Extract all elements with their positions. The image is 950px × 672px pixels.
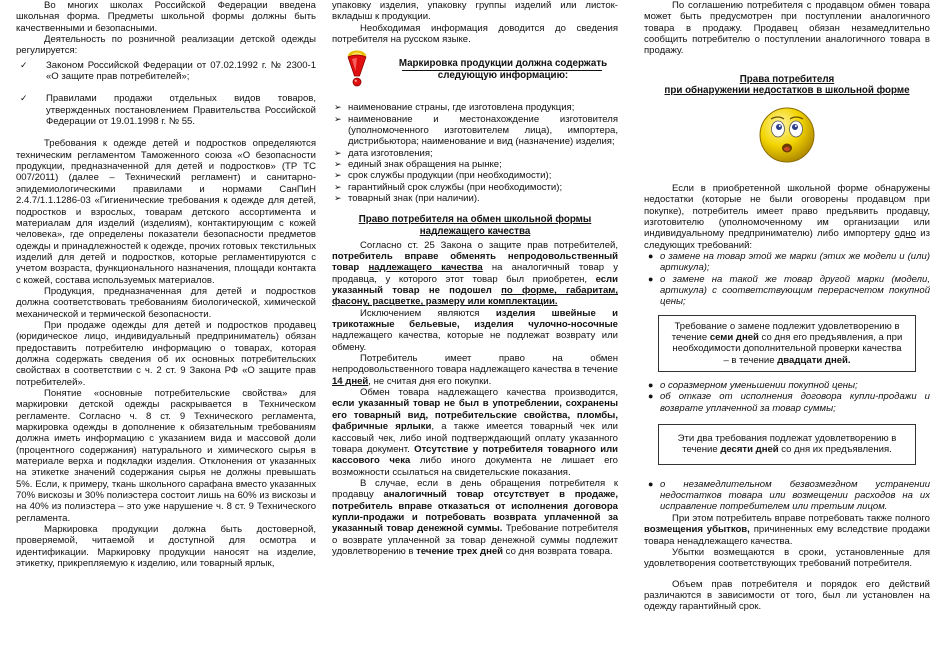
claims-list-3 xyxy=(644,479,930,513)
list-item: ➢ товарный знак (при наличии). xyxy=(334,193,480,205)
marking-section-header xyxy=(332,48,618,98)
list-item: ● о замене на такой же товар другой марки (модели, артикула) с соответствующим перерасчетом покупной цены; xyxy=(648,273,930,308)
labeling-paragraph: Маркировка продукции должна быть достоверной, проверяемой, читаемой и доступной для осмотра и идентификации. Маркировку продукции наносят на изделие, этикетку, прикрепляемую к изделию, или товарный ярлык, xyxy=(16,524,316,570)
list-item: ➢ срок службы продукции (при необходимости); xyxy=(334,170,552,182)
requirements-paragraph: Требования к одежде детей и подростков определяются техническим регламентом Таможенного союза «О безопасности продукции, предназначенной для детей и подростков» (ТР ТС 007/2011) (далее – Технический регламент) и санитарно-эпидемиологическими правилами и нормами СанПиН 2.4.7/1.1.1286-03 «Гигиенические требования к одежде для детей, подростков и взрослых, товарам детского ассортимента и материалам для изделий (изделиям), контактирующим с кожей человека», где определены показатели безопасности предметов одежды и принадлежностей к одежде, прочих готовых текстильных изделий для детей и подростков, которые регламентируются с учетом возраста, функционального назначения, площади контакта с кожей, состава используемых материалов. xyxy=(16,138,316,286)
arrow-bullet-icon: ➢ xyxy=(334,170,342,181)
bullet-icon: ● xyxy=(648,478,654,489)
packaging-paragraph: упаковку изделия, упаковку группы изделий или листок-вкладыш к продукции. xyxy=(332,0,618,23)
exception-paragraph: Исключением являются изделия швейные и трикотажные бельевые, изделия чулочно-носочные надлежащего качества, которые не подлежат возврату или обмену. xyxy=(332,307,618,353)
list-item: ➢ гарантийный срок службы (при необходимости); xyxy=(334,181,563,193)
list-item: ➢ дата изготовления; xyxy=(334,147,433,159)
bullet-icon: ● xyxy=(648,380,654,391)
warranty-paragraph: Объем прав потребителя и порядок его действий различаются в зависимости от того, был ли установлен на одежду гарантийный срок. xyxy=(644,578,930,613)
claims-list-1 xyxy=(644,251,930,308)
column-middle xyxy=(332,0,618,672)
arrow-bullet-icon: ➢ xyxy=(334,113,342,124)
check-icon: ✓ xyxy=(20,93,28,104)
defects-paragraph: Если в приобретенной школьной форме обнаружены недостатки (которые не были оговорены продавцом при покупке), потребитель имеет право предъявить продавцу, изготовителю (уполномоченному им организации или индивидуальному предпринимателю) либо импортеру одно из следующих требований: xyxy=(644,182,930,251)
refund-paragraph: В случае, если в день обращения потребителя к продавцу аналогичный товар отсутствует в продаже, потребитель вправе отказаться от исполнения договора купли-продажи и потребовать возврата уплаченной за указанный товар денежной суммы. Требование потребителя о возврате уплаченной за товар денежной суммы подлежит удовлетворению в течение трех дней со дня возврата товара. xyxy=(332,477,618,557)
rights-title-line-2: при обнаружении недостатков в школьной форме xyxy=(664,85,910,97)
damages-paragraph: При этом потребитель вправе потребовать также полного возмещения убытков, причиненных ему вследствие продажи товара ненадлежащего качества. xyxy=(644,512,930,547)
rights-title-line-1: Права потребителя xyxy=(739,73,835,85)
bullet-icon: ● xyxy=(648,273,654,284)
list-item: ➢ наименование и местонахождение изготовителя (уполномоченного изготовителем лица), импортера, дистрибьютора; наименование и вид (назначение) изделия; xyxy=(334,113,618,148)
exchange-period-paragraph: Потребитель имеет право на обмен непродовольственного товара надлежащего качества в течение 14 дней, не считая дня его покупки. xyxy=(332,353,618,387)
check-icon: ✓ xyxy=(20,59,28,70)
column-left xyxy=(16,0,316,672)
replacement-deadline-box: Требование о замене подлежит удовлетворению в течение семи дней со дня его предъявления, а при необходимости дополнительной проверки качества – в течение двадцати дней. xyxy=(658,315,916,372)
list-item: ● о незамедлительном безвозмездном устранении недостатков товара или возмещении расходов на их исправление потребителем или третьим лицом. xyxy=(648,478,930,513)
bullet-icon: ● xyxy=(648,250,654,261)
russian-language-paragraph: Необходимая информация доводится до сведения потребителя на русском языке. xyxy=(332,22,618,46)
consumer-properties-paragraph: Понятие «основные потребительские свойства» для маркировки детской одежды раскрывается в Техническом регламенте. Согласно ч. 8 ст. 9 Технического регламента, маркировка одежды в дополнение к обязательным требованиям должна иметь информацию с указанием вида и массовой доли (процентного содержания) натурального и химического сырья в материале верха и подкладки изделия. Отклонения от указанных на этикетке значений содержания сырья не должны превышать 5%. Если, к примеру, ткань школьного сарафана вместо указанных 70% вискозы и 30% полиэстера состоит лишь на 60% из вискозы и на 40% из полиэстера – это уже нарушение ч. 8 ст. 9 Технического регламента. xyxy=(16,388,316,524)
safety-paragraph: Продукция, предназначенная для детей и подростков должна соответствовать требованиям биологической, химической механической и термической безопасности. xyxy=(16,285,316,320)
list-item: ● об отказе от исполнения договора купли-продажи и возврате уплаченной за товар суммы; xyxy=(648,391,930,414)
exchange-paragraph: Согласно ст. 25 Закона о защите прав потребителей, потребитель вправе обменять непродовольственный товар надлежащего качества на аналогичный товар у продавца, у которого этот товар был приобретен, если указанный товар не подошел по форме, габаритам, фасону, расцветке, размеру или комплектации. xyxy=(332,239,618,308)
list-item: ➢ единый знак обращения на рынке; xyxy=(334,159,502,171)
marking-list xyxy=(332,102,618,204)
list-item: ● о замене на товар этой же марки (этих же модели и (или) артикула); xyxy=(648,250,930,274)
ten-days-box: Эти два требования подлежат удовлетворению в течение десяти дней со дня их предъявления. xyxy=(658,424,916,465)
arrow-bullet-icon: ➢ xyxy=(334,147,342,158)
damages-deadline-paragraph: Убытки возмещаются в сроки, установленные для удовлетворения соответствующих требований потребителя. xyxy=(644,546,930,570)
marking-title: Маркировка продукции должна содержать следующую информацию: xyxy=(398,58,608,81)
arrow-bullet-icon: ➢ xyxy=(334,193,342,204)
intro-paragraph: Во многих школах Российской Федерации введена школьная форма. Предметы школьной формы должны быть качественными и безопасными. xyxy=(16,0,316,34)
list-item: ✓ Правилами продажи отдельных видов товаров, утвержденных постановлением Правительства Российской Федерации от 19.01.1998 г. № 55. xyxy=(20,93,316,128)
exclamation-icon xyxy=(342,50,372,88)
exchange-conditions-paragraph: Обмен товара надлежащего качества производится, если указанный товар не был в употреблении, сохранены его товарный вид, потребительские свойства, пломбы, фабричные ярлыки, а также имеется товарный чек или кассовый чек, либо иной подтверждающий оплату указанного товара документ. Отсутствие у потребителя товарного или кассового чека либо иного документа не лишает его возможности ссылаться на свидетельские показания. xyxy=(332,387,618,478)
list-item: ● о соразмерном уменьшении покупной цены; xyxy=(648,380,858,392)
agreement-paragraph: По соглашению потребителя с продавцом обмен товара может быть предусмотрен при поступлении аналогичного товара в продажу. Продавец обязан незамедлительно сообщить потребителю о поступлении аналогичного товара в продажу. xyxy=(644,0,930,57)
arrow-bullet-icon: ➢ xyxy=(334,102,342,113)
list-item: ➢ наименование страны, где изготовлена продукция; xyxy=(334,102,575,114)
claims-list-2 xyxy=(644,380,930,414)
arrow-bullet-icon: ➢ xyxy=(334,181,342,192)
bullet-icon: ● xyxy=(648,391,654,402)
list-item: ✓ Законом Российской Федерации от 07.02.1992 г. № 2300-1 «О защите прав потребителей»; xyxy=(20,59,316,83)
smiley-container xyxy=(644,105,930,169)
arrow-bullet-icon: ➢ xyxy=(334,159,342,170)
regulation-intro: Деятельность по розничной реализации детской одежды регулируется: xyxy=(16,34,316,57)
laws-list xyxy=(16,60,316,128)
surprised-smiley-icon xyxy=(757,105,817,165)
exchange-section-title: Право потребителя на обмен школьной формы надлежащего качества xyxy=(358,214,592,238)
seller-info-paragraph: При продаже одежды для детей и подростков продавец (юридическое лицо, индивидуальный предприниматель) обязан предоставить потребителю информацию о товарах, которая должна содержать сведения об их основных потребительских свойствах в соответствии с ч. 2 ст. 9 Закона РФ «О защите прав потребителей». xyxy=(16,319,316,388)
column-right xyxy=(644,0,930,672)
